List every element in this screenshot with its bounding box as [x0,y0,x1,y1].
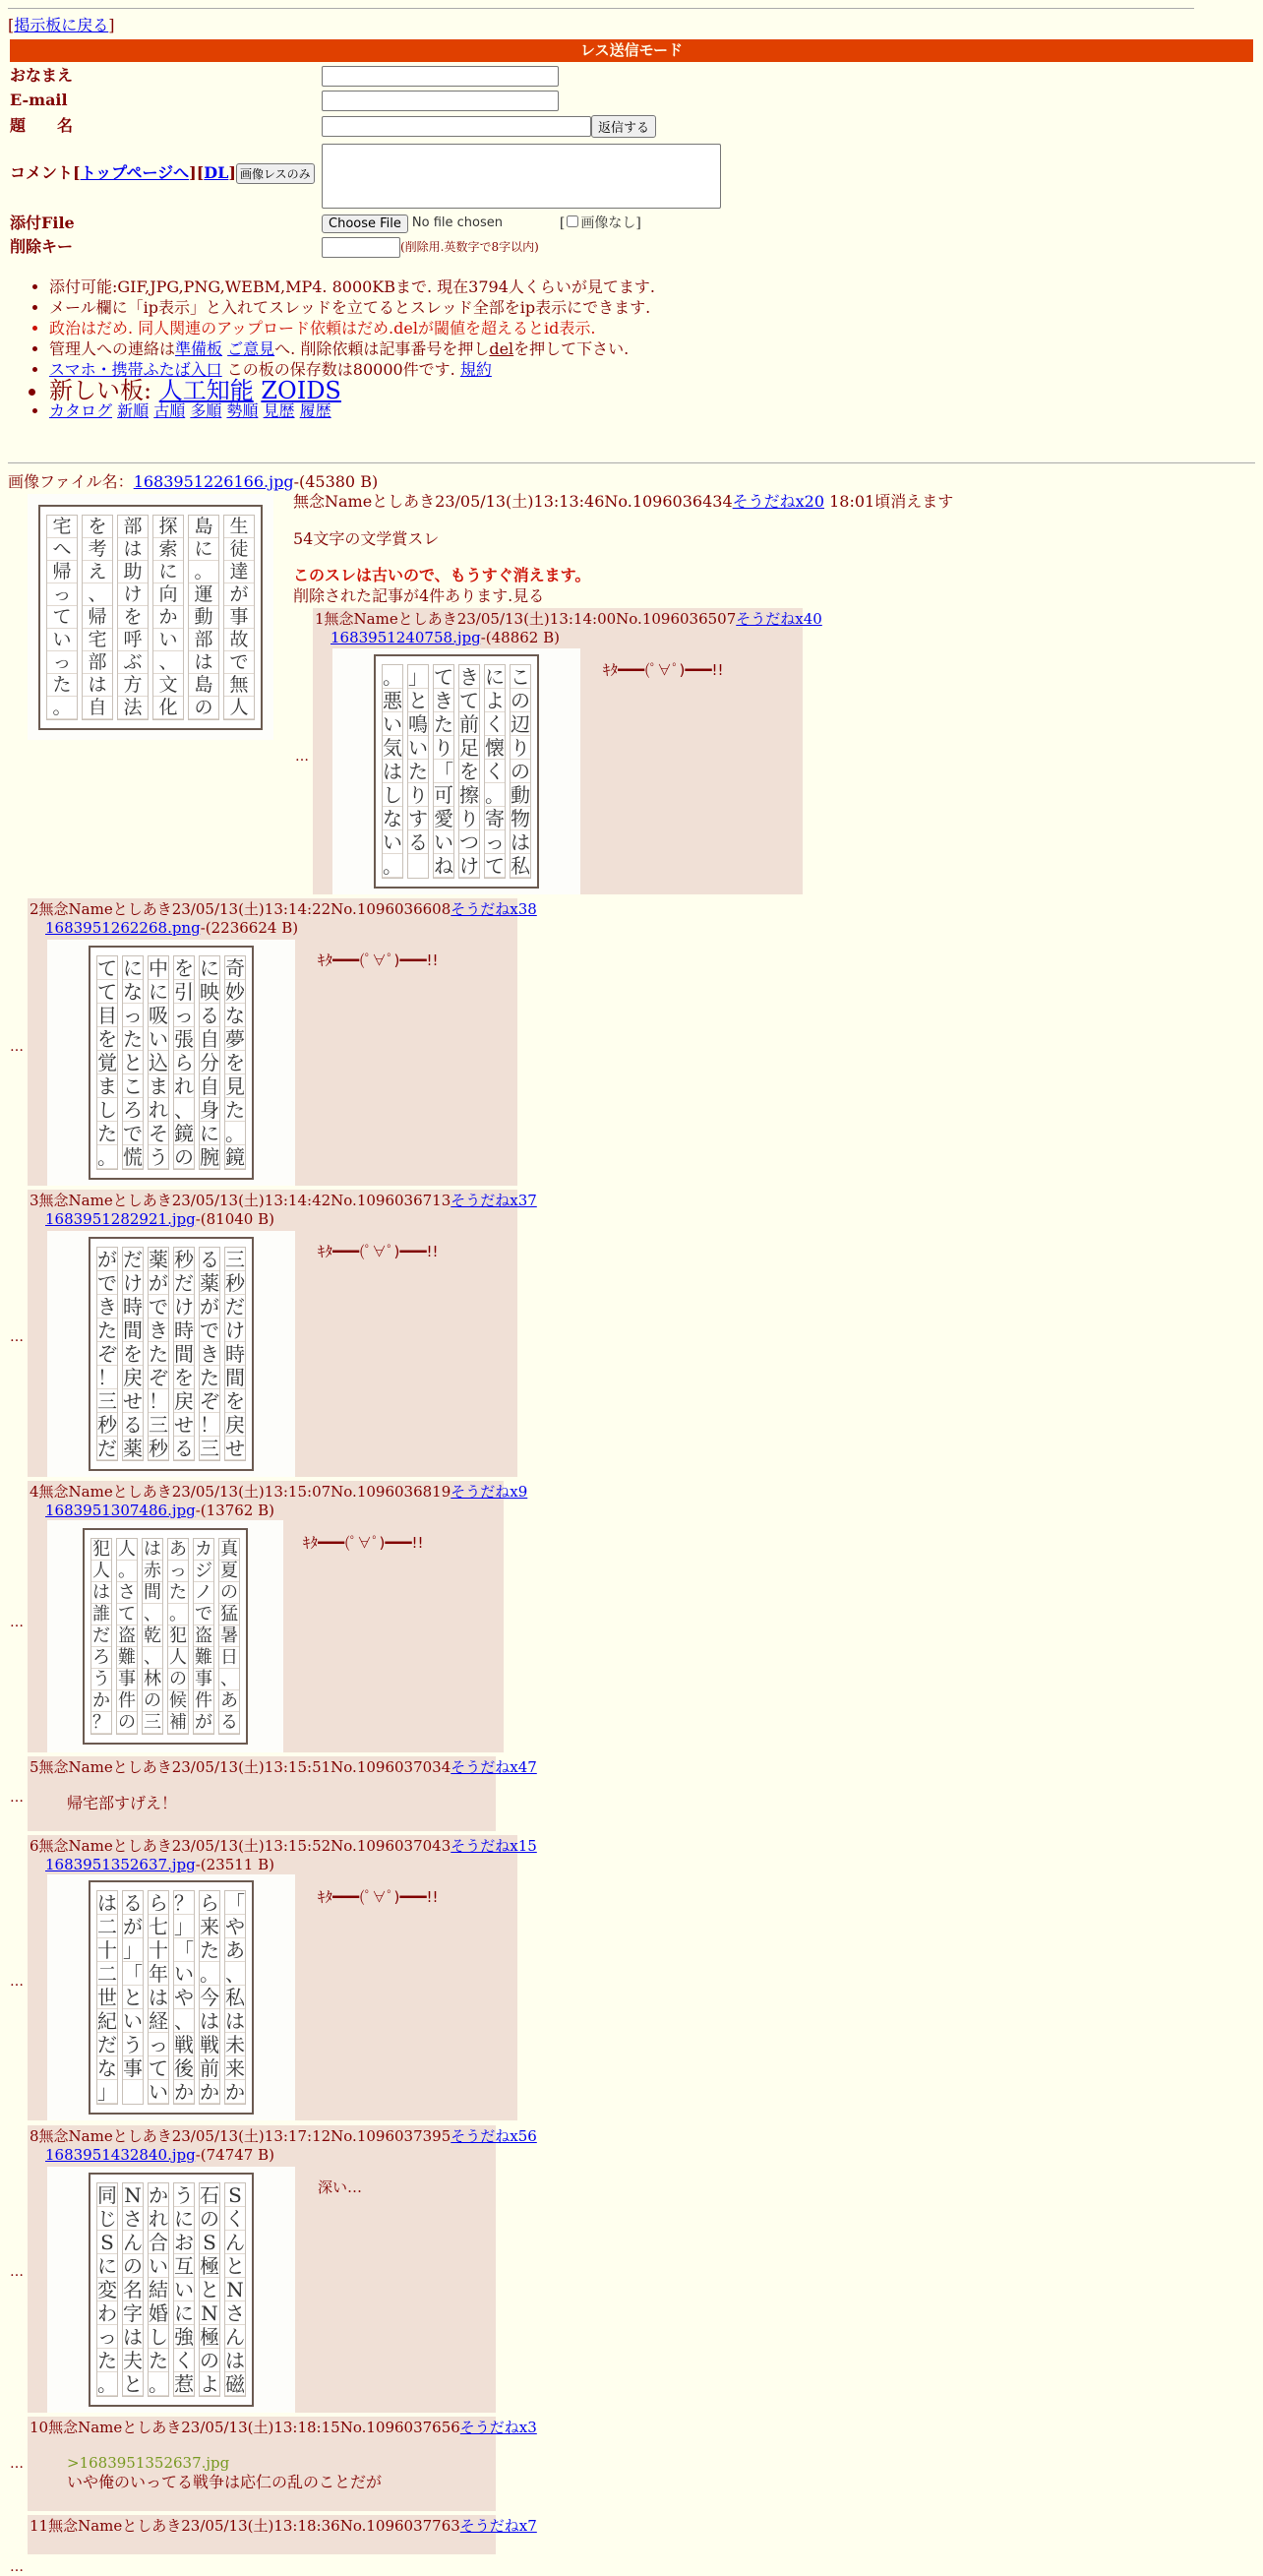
no-image-label: 画像なし [580,215,636,232]
email-row [10,91,559,111]
manuscript-column: 」 と 鳴 い た り す る [407,664,429,879]
ai-board-link[interactable]: 人工知能 [158,377,254,404]
manuscript-column: に よ く 懐 く 。 寄 っ て [485,665,505,878]
reply-post [28,1756,537,1831]
reply-body: ｷﾀ━━━(ﾟ∀ﾟ)━━━!! [318,951,439,969]
reply-thumbnail[interactable] [47,940,295,1186]
rule-item: • メール欄に「ip表示」と入れてスレッドを立てるとスレッド全部をip表示にできます. [49,298,655,318]
sort-momentum-link[interactable]: 勢順 [226,401,259,420]
reply-meta: 11無念Nameとしあき23/05/13(土)13:18:36No.1096037763 [30,2517,460,2535]
soudane-link[interactable]: そうだねx9 [451,1483,528,1501]
rule-item: • 管理人への連絡は準備板 ご意見へ. 削除依頼は記事番号を押しdelを押して下さい. [49,339,655,359]
manuscript-column: S く ん と N さ ん は 磁 [225,2183,245,2396]
comment-label-group: コメント[トップページへ][DL] 画像レスのみ [10,144,322,184]
manuscript-column: 宅 へ 帰 っ て い っ た 。 [46,515,78,720]
feedback-link[interactable]: ご意見 [227,339,275,358]
manuscript-column: だ け 時 間 を 戻 せ る 薬 [123,1248,143,1460]
reply-file-size: -(13762 B) [195,1501,274,1519]
op-header: 無念Nameとしあき23/05/13(土)13:13:46No.1096036434 [293,492,733,511]
del-link[interactable]: del [489,339,514,358]
bracket: [ [8,16,15,34]
manuscript-column: る 薬 が で き た ぞ ！ 三 [200,1248,219,1460]
subject-row [10,115,656,138]
reply-file-line [28,1503,504,1518]
soudane-link[interactable]: そうだねx7 [459,2517,537,2535]
reply-image-link[interactable]: 1683951352637.jpg [45,1855,196,1873]
dl-link[interactable]: DL [204,163,229,182]
reply-image-link[interactable]: 1683951262268.png [45,918,201,937]
reply-body: 深い… [318,2178,363,2196]
bracket: ] [108,16,115,34]
manuscript-image [89,1880,254,2115]
reply-indent-marker: … [10,2456,24,2472]
manuscript-column: ら 七 十 年 は 経 っ て い [149,1891,168,2104]
manuscript-column: て き た り 「 可 愛 い ね [434,665,453,878]
no-image-checkbox[interactable] [567,215,578,227]
reply-post [313,608,822,894]
reply-meta: 6無念Nameとしあき23/05/13(土)13:15:52No.1096037043 [30,1837,451,1855]
name-row [10,66,559,87]
op-warning: このスレは古いので、もうすぐ消えます。 [293,566,591,584]
reply-file-size: -(48862 B) [480,628,560,646]
reply-meta: 1無念Nameとしあき23/05/13(土)13:14:00No.1096036507 [315,610,737,628]
manuscript-column: に な っ た と こ ろ で 慌 [123,956,143,1169]
manuscript-column: あ っ た 。 犯 人 の 候 補 [169,1539,187,1733]
rule-item: • 政治はだめ. 同人関連のアップロード依頼はだめ.delが閾値を超えるとid表示. [49,319,655,338]
no-file-text: No file chosen [411,215,503,230]
op-file-line: 画像ファイル名：1683951226166.jpg-(45380 B) [8,472,379,491]
reply-indent-marker: … [10,2559,24,2575]
delete-key-note: (削除用.英数字で8字以内) [400,239,539,254]
manuscript-column: N さ ん の 名 字 は 夫 と [123,2183,143,2396]
manuscript-column: は 赤 間 、 乾 、 林 の 三 [144,1539,161,1733]
reply-meta: 8無念Nameとしあき23/05/13(土)13:17:12No.1096037395 [30,2127,451,2145]
reply-file-size: -(2236624 B) [200,918,299,937]
manuscript-column: る が 」 「 と い う 事 [122,1890,144,2105]
rule-item: • 添付可能:GIF,JPG,PNG,WEBM,MP4. 8000KBまで. 現在3794人くらいが見てます. [49,277,655,297]
reply-image-link[interactable]: 1683951282921.jpg [45,1209,196,1228]
op-post [293,492,953,513]
manuscript-column: に 映 る 自 分 自 身 に 腕 [200,956,219,1169]
soudane-link[interactable]: そうだねx38 [451,900,537,918]
sort-many-link[interactable]: 多順 [190,401,222,420]
reply-body: いや俺のいってる戦争は応仁の乱のことだが [67,2473,383,2491]
mobile-entrance-link[interactable]: スマホ・携帯ふたば入口 [49,360,222,379]
comment-label: コメント [10,163,74,182]
manuscript-column: 真 夏 の 猛 暑 日 、 あ る [220,1539,238,1733]
reply-file-line [28,1857,517,1872]
soudane-link[interactable]: そうだねx37 [451,1192,537,1209]
reply-file-line [28,1211,517,1227]
reply-post [28,2125,537,2413]
sort-new-link[interactable]: 新順 [117,401,150,420]
choose-file-button[interactable]: Choose File [322,215,408,233]
reply-body: ｷﾀ━━━(ﾟ∀ﾟ)━━━!! [603,661,724,679]
manuscript-column: 薬 が で き た ぞ ！ 三 秒 [149,1248,168,1460]
thread-divider [8,462,1255,463]
subject-label: 題 名 [10,116,74,136]
reply-file-line [28,920,517,936]
delete-key-label: 削除キー [10,237,74,257]
manuscript-column: 「 や あ 、 私 は 未 来 か [225,1891,245,2104]
manuscript-column: カ ジ ノ で 盗 難 事 件 が [195,1539,212,1733]
reply-file-size: -(81040 B) [195,1209,274,1228]
manuscript-image [374,654,539,889]
manuscript-column: 島 に 。 運 動 部 は 島 の [188,515,219,720]
catalog-link[interactable]: カタログ [49,401,113,420]
delete-key-row [10,237,539,258]
image-only-button[interactable]: 画像レスのみ [236,163,315,184]
soudane-link[interactable]: そうだねx40 [736,610,822,628]
reply-indent-marker: … [10,1615,24,1630]
manuscript-column: て て 目 を 覚 ま し た 。 [97,956,117,1169]
reply-post [28,1481,528,1752]
reply-post [28,2417,537,2511]
soudane-link[interactable]: そうだねx47 [451,1758,537,1776]
reply-file-line [313,630,803,645]
reply-image-link[interactable]: 1683951432840.jpg [45,2145,196,2164]
email-input[interactable] [322,91,559,111]
reply-post [28,898,537,1186]
comment-row [10,144,721,209]
manuscript-column: が で き た ぞ ！ 三 秒 だ [97,1248,117,1460]
manuscript-column: 秒 だ け 時 間 を 戻 せ る [174,1248,194,1460]
manuscript-column: は 二 十 二 世 紀 だ な 」 [97,1891,117,2104]
subject-input[interactable] [322,116,591,137]
zoids-board-link[interactable]: ZOIDS [261,377,341,404]
reply-mode-bar: レス送信モード [10,39,1253,62]
manuscript-column: 三 秒 だ け 時 間 を 戻 せ [225,1248,245,1460]
reply-image-link[interactable]: 1683951240758.jpg [331,628,481,646]
file-row [10,214,641,234]
reply-header [28,1481,528,1503]
manuscript-column: ？ 」 「 い や 、 戦 後 か [174,1891,194,2104]
op-image-link[interactable]: 1683951226166.jpg [133,472,294,491]
manuscript-column: う に お 互 い に 強 く 惹 [174,2183,194,2396]
reply-indent-marker: … [10,2264,24,2280]
reply-thumbnail[interactable] [332,648,580,894]
manuscript-column: 。 悪 い 気 は し な い 。 [383,665,402,878]
manuscript-column: 奇 妙 な 夢 を 見 た 。 鏡 [225,956,245,1169]
manuscript-image [83,1528,248,1745]
reply-body: ｷﾀ━━━(ﾟ∀ﾟ)━━━!! [303,1534,424,1552]
reply-file-size: -(74747 B) [195,2145,274,2164]
name-input[interactable] [322,66,559,87]
delete-key-input[interactable] [322,237,400,258]
manuscript-column: 人 。 さ て 盗 難 事 件 の [118,1539,136,1733]
prep-board-link[interactable]: 準備板 [175,339,223,358]
manuscript-column: こ の 辺 り の 動 物 は 私 [511,665,530,878]
reply-indent-marker: … [10,1974,24,1990]
reply-header [28,2417,537,2438]
back-nav [8,16,115,36]
manuscript-column: 石 の S 極 と N 極 の よ [200,2183,219,2396]
manuscript-image [89,946,254,1180]
soudane-link[interactable]: そうだねx15 [451,1837,537,1855]
manuscript-image [89,2173,254,2407]
reply-post [28,2515,537,2554]
manuscript-column: 中 に 吸 い 込 ま れ そ う [149,956,168,1169]
top-page-link[interactable]: トップページへ [80,163,190,182]
manuscript-column: き て 前 足 を 擦 り つ け [459,665,479,878]
reply-header [28,1835,537,1857]
reply-meta: 3無念Nameとしあき23/05/13(土)13:14:42No.1096036713 [30,1192,451,1209]
reply-indent-marker: … [295,749,309,765]
op-body: 54文字の文学賞スレ [293,529,440,548]
back-to-board-link[interactable]: 掲示板に戻る [14,16,109,34]
op-thumbnail[interactable] [28,494,273,740]
reply-header [28,1190,537,1211]
sort-old-link[interactable]: 古順 [153,401,186,420]
rule-item: • スマホ・携帯ふたば入口 この板の保存数は80000件です. 規約 [49,360,655,380]
reply-header [28,1756,537,1778]
soudane-link[interactable]: そうだねx3 [459,2419,537,2436]
reply-body: ｷﾀ━━━(ﾟ∀ﾟ)━━━!! [318,1243,439,1260]
name-label: おなまえ [10,66,74,86]
reply-thumbnail[interactable] [47,2167,295,2413]
reply-indent-marker: … [10,1039,24,1055]
no-image-group: [ 画像なし] [559,215,641,232]
rule-item: • 新しい板: 人工知能 ZOIDS [49,381,655,400]
reply-header [28,2515,537,2537]
reply-header [313,608,822,630]
reply-image-link[interactable]: 1683951307486.jpg [45,1501,196,1519]
reply-header [28,2125,537,2147]
manuscript-image [89,1237,254,1471]
top-divider [8,8,1194,9]
manuscript-column: を 引 っ 張 ら れ 、 鏡 の [174,956,194,1169]
manuscript-column: 犯 人 は 誰 だ ろ う か ？ [92,1539,110,1733]
reply-body: 帰宅部すげえ！ [67,1793,178,1812]
file-label: 添付File [10,214,75,232]
reply-meta: 10無念Nameとしあき23/05/13(土)13:18:15No.1096037656 [30,2419,460,2436]
reply-thumbnail[interactable] [47,1231,295,1477]
reply-file-line [28,2147,496,2163]
reply-post [28,1835,537,2120]
manuscript-column: 探 索 に 向 か い 、 文 化 [152,515,184,720]
submit-reply-button[interactable]: 返信する [591,115,656,138]
reply-header [28,898,537,920]
reply-meta: 5無念Nameとしあき23/05/13(土)13:15:51No.1096037034 [30,1758,451,1776]
reply-thumbnail[interactable] [47,1874,295,2120]
manuscript-column: か れ 合 い 結 婚 し た 。 [149,2183,168,2396]
reply-thumbnail[interactable] [47,1520,283,1752]
manuscript-column: 同 じ S に 変 わ っ た 。 [97,2183,117,2396]
op-soudane-link[interactable]: そうだねx20 [732,492,825,511]
reply-quote: >1683951352637.jpg [67,2453,230,2472]
op-expire: 18:01頃消えます [824,492,954,511]
rules-list [10,277,655,422]
manuscript-column: ら 来 た 。 今 は 戦 前 か [200,1891,219,2104]
sort-links [49,401,655,421]
viewed-history-link[interactable]: 見歴 [263,401,295,420]
reply-indent-marker: … [10,1790,24,1806]
manuscript-column: を 考 え 、 帰 宅 部 は 自 [82,515,113,720]
history-link[interactable]: 履歴 [299,401,331,420]
reply-meta: 2無念Nameとしあき23/05/13(土)13:14:22No.1096036608 [30,900,451,918]
manuscript-column: 生 徒 達 が 事 故 で 無 人 [223,515,255,720]
comment-textarea[interactable] [322,144,721,209]
deleted-notice: 削除された記事が4件あります.見る [293,586,545,605]
soudane-link[interactable]: そうだねx56 [451,2127,537,2145]
email-label: E-mail [10,91,68,110]
reply-meta: 4無念Nameとしあき23/05/13(土)13:15:07No.1096036819 [30,1483,451,1501]
reply-indent-marker: … [10,1329,24,1345]
reply-body: ｷﾀ━━━(ﾟ∀ﾟ)━━━!! [318,1888,439,1906]
reply-post [28,1190,537,1477]
manuscript-column: 部 は 助 け を 呼 ぶ 方 法 [117,515,149,720]
op-manuscript-image [38,505,263,730]
terms-link[interactable]: 規約 [459,360,492,379]
reply-file-size: -(23511 B) [195,1855,274,1873]
